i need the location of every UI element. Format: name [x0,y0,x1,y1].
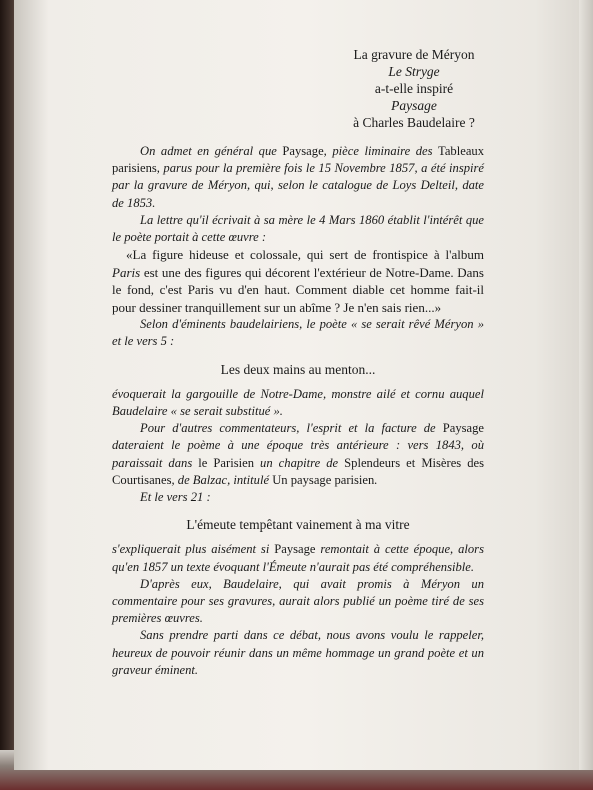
paragraph-5 [112,420,484,489]
page-edge [579,0,593,770]
p5-text-c: dateraient le poème à une époque très antérieure : vers 1843, où paraissait dans [112,438,484,470]
body-text [112,143,484,679]
title-block [344,46,484,131]
title-line-4: Paysage [391,98,437,113]
p5-text-e: un chapitre de [254,455,345,470]
paragraph-6: Et le vers 21 : [140,490,211,505]
paragraph-8: D'après eux, Baudelaire, qui avait promis à Méryon un commentaire pour ses gravures, aurait alors publié un poème tiré de ses premières œuvres. [112,576,484,626]
book-page [14,0,593,770]
p5-text-a: Pour d'autres commentateurs, l'esprit et la facture de [140,421,443,436]
quote-text-a: «La figure hideuse et colossale, qui sert de frontispice à l'album [126,247,484,263]
p1-text-e: , parus pour la première fois le [156,161,319,176]
paragraph-3: Selon d'éminents baudelairiens, le poète « se serait rêvé Méryon » et le vers 5 : [112,317,484,349]
p1-text-b: Paysage [282,144,324,158]
p2-text-a: La lettre qu'il écrivait à sa mère le [140,212,320,227]
paragraph-4: évoquerait la gargouille de Notre-Dame, monstre ailé et cornu auquel Baudelaire « se serait substitué ». [112,386,484,419]
p1-text-c: , pièce liminaire des [323,144,439,158]
paragraph-9: Sans prendre parti dans ce débat, nous avons voulu le rappeler, heureux de pouvoir réunir dans un même hommage un grand poète et un graveur éminent. [112,628,484,677]
p5-text-g: , de Balzac, intitulé [171,472,273,487]
p7-text-b: Paysage [274,542,316,557]
quote-text-c: est une des figures qui décorent l'extérieur de Notre-Dame. Dans le fond, c'est Paris vu d'en haut. Comment diable cet homme fait-il pour dessiner tranquillement sur un abîme ? Je n'en sais rien...» [112,264,484,315]
p5-text-h: Un paysage parisien [272,472,375,487]
title-line-2: Le Stryge [388,64,440,79]
p2-text-c: établit l'intérêt que le poète portait à cette œuvre : [112,212,485,245]
verse-2: L'émeute tempêtant vainement à ma vitre [186,517,410,533]
p5-text-i: . [374,472,378,487]
quote-paragraph [112,246,484,316]
p5-text-d: le Parisien [198,455,254,470]
quote-text-b: Paris [112,264,141,280]
p1-text-a: On admet en général que [140,144,283,158]
p5-text-f: Splendeurs et Misères des Courtisanes [112,455,485,487]
p1-text-f: 15 Novembre 1857 [318,161,415,176]
paragraph-2 [112,212,484,246]
paragraph-7 [112,541,484,575]
p5-text-b: Paysage [442,421,484,436]
p1-text-g: , a été inspiré par la gravure de Méryon, qui, selon le catalogue de Loys Delteil, date de 1853. [112,161,485,210]
verse-1: Les deux mains au menton... [220,361,376,377]
paragraph-1 [112,143,484,212]
title-line-5: à Charles Baudelaire ? [353,115,475,130]
p7-text-c: remontait à cette époque, alors qu'en 1857 un texte évoquant l'Émeute n'aurait pas été compréhensible. [112,542,484,574]
title-line-1: La gravure de Méryon [353,47,475,62]
p1-text-d: Tableaux parisiens [112,144,485,176]
p2-text-b: 4 Mars 1860 [319,212,385,227]
title-line-3: a-t-elle inspiré [374,81,454,96]
p7-text-a: s'expliquerait plus aisément si [112,542,275,557]
